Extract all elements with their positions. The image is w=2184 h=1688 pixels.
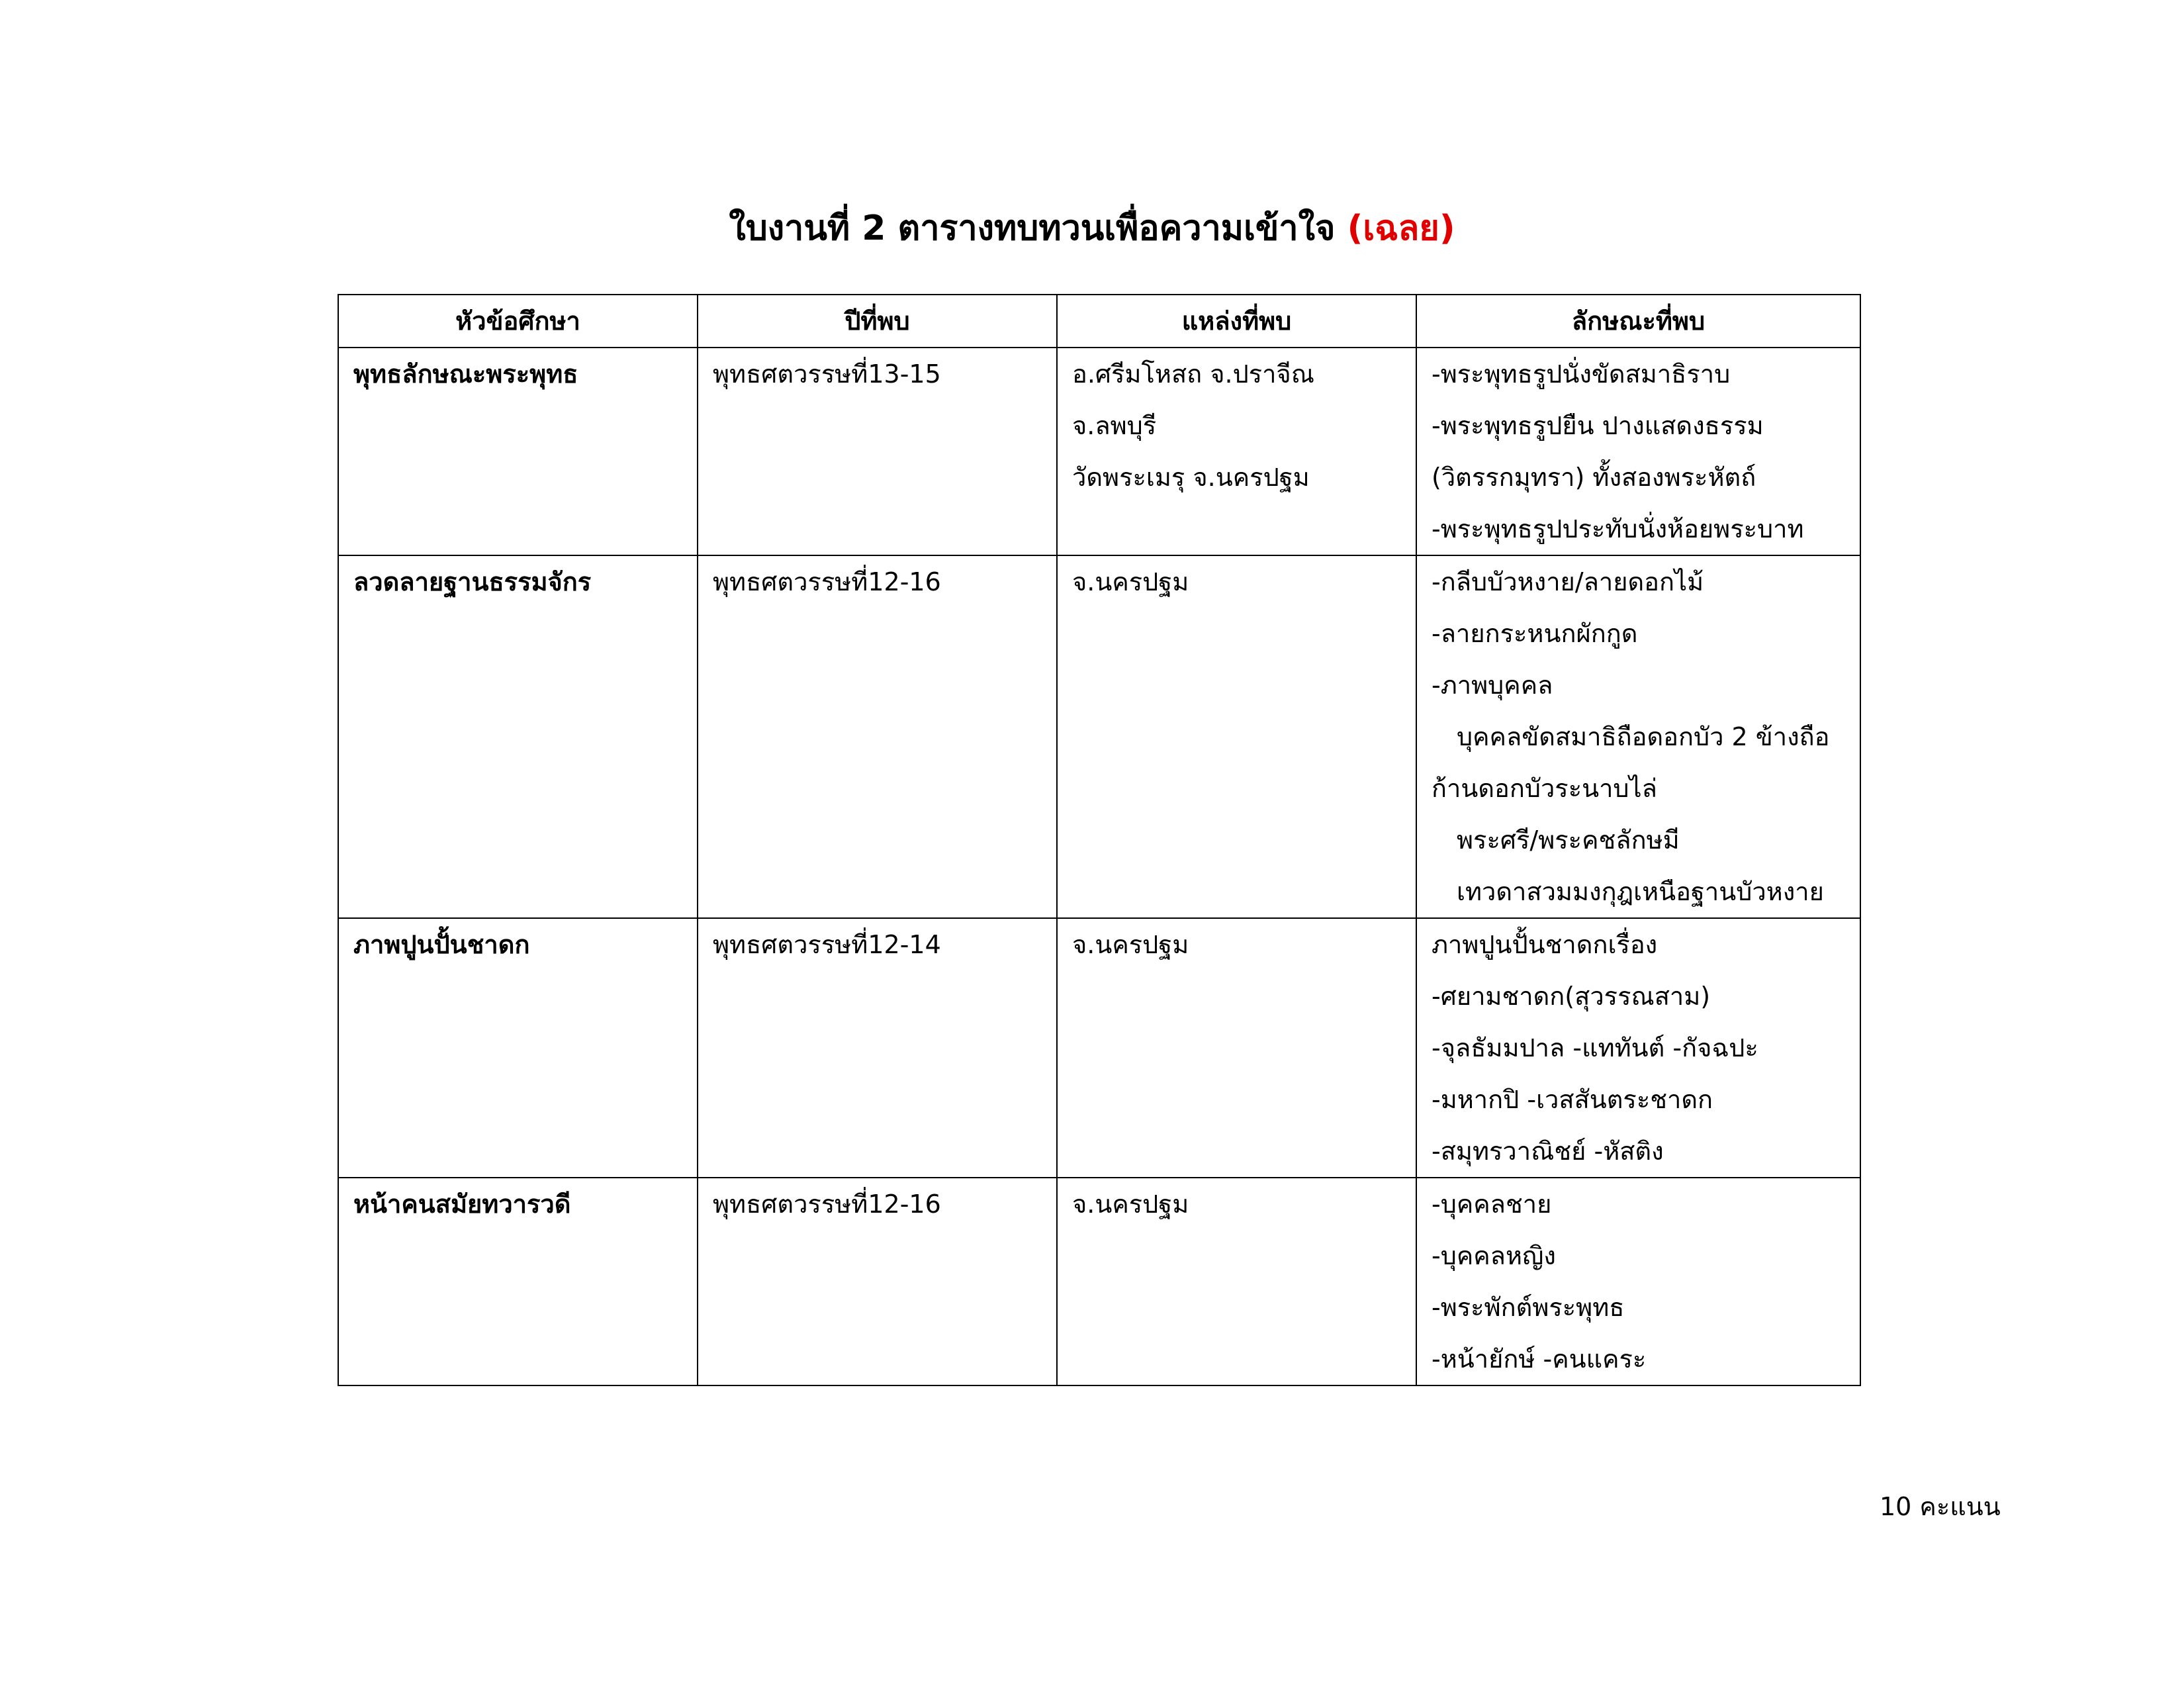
- features-cell: [1416, 918, 1860, 1178]
- feature-line: -สมุทรวาณิชย์ -หัสติง: [1432, 1137, 1664, 1166]
- topic-cell: [338, 348, 698, 555]
- feature-line: ภาพปูนปั้นชาดกเรื่อง: [1432, 930, 1658, 959]
- place-line: จ.นครปฐม: [1072, 567, 1189, 596]
- table-row: [338, 1178, 1860, 1385]
- feature-line: -หน้ายักษ์ -คนแคระ: [1432, 1344, 1647, 1374]
- place-cell: [1057, 918, 1416, 1178]
- place-line: จ.ลพบุรี: [1072, 411, 1157, 440]
- feature-line: พระศรี/พระคชลักษมี: [1457, 825, 1680, 855]
- year-cell: [698, 1178, 1057, 1385]
- feature-line: -จุลธัมมปาล -แททันต์ -กัจฉปะ: [1432, 1033, 1758, 1062]
- year-cell: [698, 348, 1057, 555]
- feature-line: -พระพุทธรูปยืน ปางแสดงธรรม: [1432, 411, 1764, 440]
- place-line: จ.นครปฐม: [1072, 930, 1189, 959]
- table-row: [338, 918, 1860, 1178]
- feature-line: ก้านดอกบัวระนาบไล่: [1432, 774, 1657, 803]
- feature-line: -ภาพบุคคล: [1432, 671, 1553, 700]
- table-row: [338, 555, 1860, 918]
- year-text: พุทธศตวรรษที่12-16: [713, 1190, 941, 1219]
- table-row: [338, 348, 1860, 555]
- year-cell: [698, 918, 1057, 1178]
- feature-line: เทวดาสวมมงกุฎเหนือฐานบัวหงาย: [1457, 877, 1824, 906]
- feature-line: -บุคคลหญิง: [1432, 1241, 1556, 1270]
- place-cell: [1057, 1178, 1416, 1385]
- topic-text: หน้าคนสมัยทวารวดี: [353, 1190, 571, 1219]
- review-table: [338, 294, 1861, 1386]
- place-line: วัดพระเมรุ จ.นครปฐม: [1072, 463, 1310, 492]
- topic-text: พุทธลักษณะพระพุทธ: [353, 359, 578, 389]
- place-line: จ.นครปฐม: [1072, 1190, 1189, 1219]
- features-cell: [1416, 555, 1860, 918]
- topic-cell: [338, 555, 698, 918]
- place-cell: [1057, 555, 1416, 918]
- header-topic: หัวข้อศึกษา: [338, 295, 698, 348]
- topic-cell: [338, 918, 698, 1178]
- header-place: แหล่งที่พบ: [1057, 295, 1416, 348]
- feature-line: -ลายกระหนกผักกูด: [1432, 619, 1638, 648]
- topic-text: ภาพปูนปั้นชาดก: [353, 930, 530, 959]
- feature-line: -บุคคลชาย: [1432, 1190, 1552, 1219]
- feature-line: (วิตรรกมุทรา) ทั้งสองพระหัตถ์: [1432, 463, 1756, 492]
- header-year: ปีที่พบ: [698, 295, 1057, 348]
- year-cell: [698, 555, 1057, 918]
- title-main: ใบงานที่ 2 ตารางทบทวนเพื่อความเข้าใจ: [729, 209, 1336, 248]
- features-cell: [1416, 348, 1860, 555]
- feature-line: -มหากปิ -เวสสันตระชาดก: [1432, 1085, 1713, 1114]
- feature-line: บุคคลขัดสมาธิถือดอกบัว 2 ข้างถือ: [1457, 722, 1830, 751]
- feature-line: -พระพุทธรูปนั่งขัดสมาธิราบ: [1432, 359, 1731, 389]
- place-cell: [1057, 348, 1416, 555]
- place-line: อ.ศรีมโหสถ จ.ปราจีณ: [1072, 359, 1314, 389]
- answer-key-label: (เฉลย): [1347, 209, 1455, 248]
- topic-text: ลวดลายฐานธรรมจักร: [353, 567, 592, 596]
- page-title: [0, 199, 2184, 258]
- feature-line: -ศยามชาดก(สุวรรณสาม): [1432, 982, 1711, 1011]
- year-text: พุทธศตวรรษที่12-16: [713, 567, 941, 596]
- header-features: ลักษณะที่พบ: [1416, 295, 1860, 348]
- score-label: 10 คะแนน: [1880, 1492, 2001, 1521]
- feature-line: -พระพักต์พระพุทธ: [1432, 1293, 1625, 1322]
- feature-line: -พระพุทธรูปประทับนั่งห้อยพระบาท: [1432, 514, 1804, 543]
- year-text: พุทธศตวรรษที่13-15: [713, 359, 941, 389]
- year-text: พุทธศตวรรษที่12-14: [713, 930, 941, 959]
- topic-cell: [338, 1178, 698, 1385]
- features-cell: [1416, 1178, 1860, 1385]
- table-header-row: [338, 295, 1860, 348]
- feature-line: -กลีบบัวหงาย/ลายดอกไม้: [1432, 567, 1704, 596]
